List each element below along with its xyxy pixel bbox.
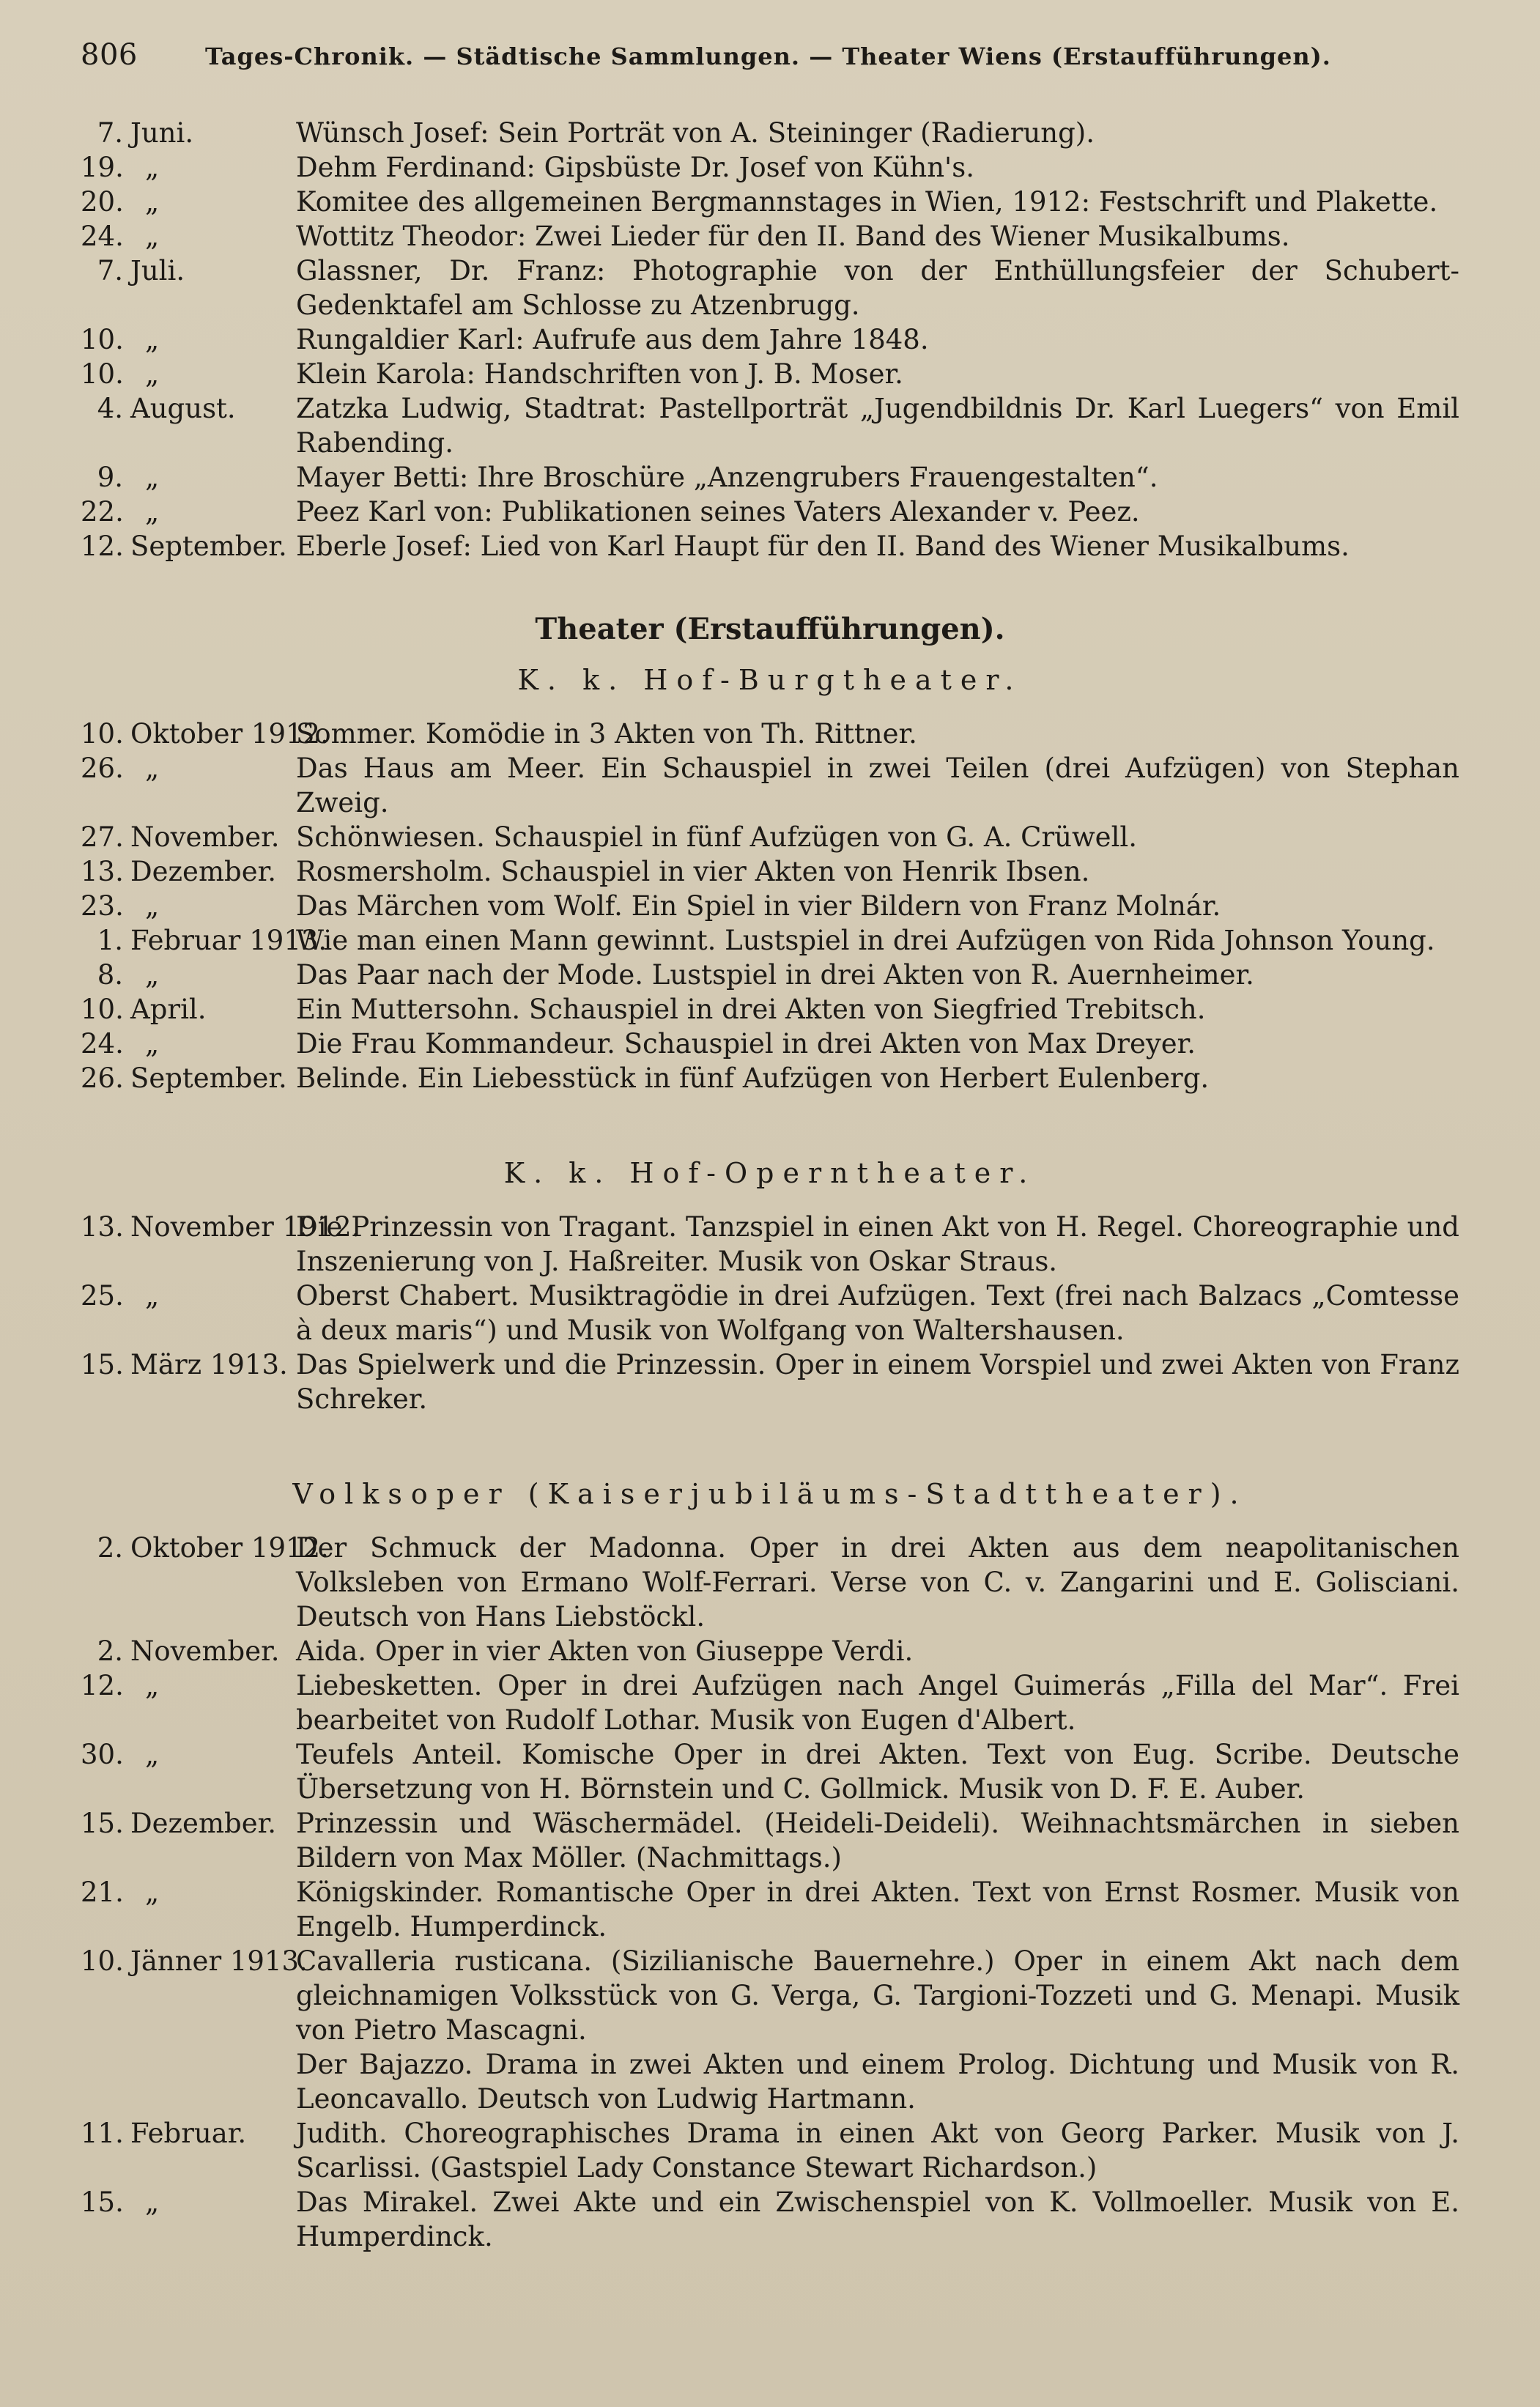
entry-text: Rosmersholm. Schauspiel in vier Akten von Henrik Ibsen.: [296, 856, 1090, 887]
entry-text: Die Prinzessin von Tragant. Tanzspiel in einen Akt von H. Regel. Choreographie und Inszenierung von J. Haßreiter. Musik von Oskar Straus.: [296, 1211, 1459, 1277]
chronicle-entry: [81, 1737, 1459, 1806]
burgtheater-title: K. k. Hof-Burgtheater.: [517, 664, 1023, 696]
entry-date: [81, 1668, 296, 1737]
chronicle-entry: [81, 529, 1459, 563]
entry-day: 11.: [81, 2118, 124, 2149]
entry-day: 20.: [81, 186, 124, 218]
entry-date: [81, 357, 296, 391]
chronicle-entry: [81, 2116, 1459, 2185]
entry-month: „: [145, 462, 160, 493]
chronicle-entry: [81, 958, 1459, 992]
chronicle-entry: [81, 1531, 1459, 1634]
chronicle-entry: [81, 495, 1459, 529]
entry-month: Juni.: [130, 117, 194, 149]
entry-day: 8.: [97, 959, 123, 991]
entry-text: Der Schmuck der Madonna. Oper in drei Akten aus dem neapolitanischen Volksleben von Ermano Wolf-Ferrari. Verse von C. v. Zangarini und E. Golisciani. Deutsch von Hans Liebstöckl.: [296, 1532, 1459, 1633]
entry-month: Juli.: [130, 255, 185, 286]
entry-month: Februar 1913.: [130, 925, 327, 956]
entry-day: 23.: [81, 890, 124, 922]
entry-text: Rungaldier Karl: Aufrufe aus dem Jahre 1848.: [296, 324, 929, 355]
entry-month: „: [145, 1280, 160, 1312]
entry-date: [81, 958, 296, 992]
entry-day: 10.: [81, 324, 124, 355]
entry-date: [81, 2047, 296, 2116]
entry-month: April.: [130, 994, 207, 1025]
entry-text: Wünsch Josef: Sein Porträt von A. Steininger (Radierung).: [296, 117, 1095, 149]
entry-date: [81, 219, 296, 254]
entry-text: Liebesketten. Oper in drei Aufzügen nach Angel Guimerás „Filla del Mar“. Frei bearbeitet von Rudolf Lothar. Musik von Eugen d'Albert.: [296, 1670, 1459, 1736]
entry-text: Glassner, Dr. Franz: Photographie von der Enthüllungsfeier der Schubert-Gedenktafel am Schlosse zu Atzenbrugg.: [296, 255, 1459, 321]
entry-text: Das Spielwerk und die Prinzessin. Oper in einem Vorspiel und zwei Akten von Franz Schreker.: [296, 1349, 1459, 1415]
entry-month: „: [145, 324, 160, 355]
entry-day: 7.: [97, 255, 123, 286]
entry-date: [81, 1347, 296, 1416]
entry-date: [81, 116, 296, 150]
entry-month: August.: [130, 393, 236, 424]
entry-text: Wottitz Theodor: Zwei Lieder für den II. Band des Wiener Musikalbums.: [296, 221, 1290, 252]
entry-date: [81, 751, 296, 820]
entry-month: „: [145, 496, 160, 528]
chronicle-entry: [81, 219, 1459, 254]
entry-text: Oberst Chabert. Musiktragödie in drei Aufzügen. Text (frei nach Balzacs „Comtesse à deux maris“) und Musik von Wolfgang von Waltershausen.: [296, 1280, 1459, 1346]
entry-date: [81, 150, 296, 185]
entry-month: „: [145, 959, 160, 991]
chronicle-entry: [81, 1027, 1459, 1061]
entry-text: Belinde. Ein Liebesstück in fünf Aufzügen von Herbert Eulenberg.: [296, 1062, 1210, 1094]
chronicle-entry: [81, 1944, 1459, 2047]
entry-month: „: [145, 753, 160, 784]
entry-day: 12.: [81, 1670, 124, 1701]
entry-text: Cavalleria rusticana. (Sizilianische Bauernehre.) Oper in einem Akt nach dem gleichnamigen Volksstück von G. Verga, G. Targioni-Tozzeti und G. Menapi. Musik von Pietro Mascagni.: [296, 1945, 1459, 2046]
page-number: 806: [81, 38, 138, 72]
chronicle-entry: [81, 254, 1459, 322]
entry-day: 4.: [97, 393, 123, 424]
entry-date: [81, 1806, 296, 1875]
entry-date: [81, 889, 296, 923]
volksoper-list: [81, 1531, 1459, 2254]
chronicle-entry: [81, 751, 1459, 820]
chronicle-entry: [81, 717, 1459, 751]
entry-month: „: [145, 358, 160, 390]
operntheater-title: K. k. Hof-Operntheater.: [503, 1157, 1037, 1189]
chronicle-entry: [81, 820, 1459, 854]
chronicle-entry: [81, 391, 1459, 460]
entry-text: Wie man einen Mann gewinnt. Lustspiel in drei Aufzügen von Rida Johnson Young.: [296, 925, 1435, 956]
entry-date: [81, 992, 296, 1027]
entry-month: „: [145, 1028, 160, 1060]
chronicle-entry: [81, 185, 1459, 219]
entry-day: 15.: [81, 1808, 124, 1839]
chronicle-entry: [81, 2047, 1459, 2116]
chronicle-entry: [81, 2185, 1459, 2254]
entry-text: Dehm Ferdinand: Gipsbüste Dr. Josef von Kühn's.: [296, 152, 974, 183]
entry-day: 10.: [81, 994, 124, 1025]
entry-text: Sommer. Komödie in 3 Akten von Th. Rittner.: [296, 718, 917, 750]
entry-text: Der Bajazzo. Drama in zwei Akten und einem Prolog. Dichtung und Musik von R. Leoncavallo. Deutsch von Ludwig Hartmann.: [296, 2049, 1459, 2115]
entry-month: Jänner 1913.: [130, 1945, 308, 1977]
entry-month: November.: [130, 1635, 280, 1667]
entry-day: 30.: [81, 1739, 124, 1770]
entry-date: [81, 1875, 296, 1944]
entry-day: 24.: [81, 1028, 124, 1060]
chronicle-entry: [81, 854, 1459, 889]
entry-date: [81, 495, 296, 529]
entry-day: 12.: [81, 530, 124, 562]
entry-date: [81, 2185, 296, 2254]
entry-text: Ein Muttersohn. Schauspiel in drei Akten von Siegfried Trebitsch.: [296, 994, 1206, 1025]
entry-day: 26.: [81, 753, 124, 784]
entry-month: „: [145, 1877, 160, 1908]
entry-date: [81, 1737, 296, 1806]
chronicle-entry: [81, 1347, 1459, 1416]
entry-text: Eberle Josef: Lied von Karl Haupt für den II. Band des Wiener Musikalbums.: [296, 530, 1350, 562]
entry-day: 24.: [81, 221, 124, 252]
entry-day: 21.: [81, 1877, 124, 1908]
entry-month: Oktober 1912.: [130, 1532, 329, 1564]
chronicle-entry: [81, 1875, 1459, 1944]
chronicle-entry: [81, 1806, 1459, 1875]
entry-month: Dezember.: [130, 1808, 277, 1839]
entry-month: „: [145, 1670, 160, 1701]
entry-date: [81, 854, 296, 889]
chronicle-entry: [81, 1634, 1459, 1668]
entry-month: November 1912.: [130, 1211, 360, 1243]
entry-text: Die Frau Kommandeur. Schauspiel in drei Akten von Max Dreyer.: [296, 1028, 1196, 1060]
entry-month: Dezember.: [130, 856, 277, 887]
chronicle-entry: [81, 460, 1459, 495]
entry-date: [81, 185, 296, 219]
chronicle-entry: [81, 116, 1459, 150]
entry-text: Zatzka Ludwig, Stadtrat: Pastellporträt „Jugendbildnis Dr. Karl Luegers“ von Emil Rabending.: [296, 393, 1459, 459]
entry-month: „: [145, 2186, 160, 2218]
entry-text: Das Mirakel. Zwei Akte und ein Zwischenspiel von K. Vollmoeller. Musik von E. Humperdinck.: [296, 2186, 1459, 2252]
entry-day: 10.: [81, 718, 124, 750]
entry-month: September.: [130, 1062, 287, 1094]
entry-month: „: [145, 221, 160, 252]
entry-text: Das Märchen vom Wolf. Ein Spiel in vier Bildern von Franz Molnár.: [296, 890, 1221, 922]
entry-text: Klein Karola: Handschriften von J. B. Moser.: [296, 358, 903, 390]
entry-month: „: [145, 152, 160, 183]
chronicle-entry: [81, 1279, 1459, 1347]
chronicle-entry: [81, 992, 1459, 1027]
entry-date: [81, 322, 296, 357]
entry-date: [81, 1531, 329, 1634]
entry-text: Mayer Betti: Ihre Broschüre „Anzengrubers Frauengestalten“.: [296, 462, 1158, 493]
entry-day: 1.: [97, 925, 123, 956]
entry-day: 9.: [97, 462, 123, 493]
entry-day: 7.: [97, 117, 123, 149]
entry-date: [81, 820, 296, 854]
entry-date: [81, 1027, 296, 1061]
entry-month: November.: [130, 821, 280, 853]
entry-text: Das Paar nach der Mode. Lustspiel in drei Akten von R. Auernheimer.: [296, 959, 1254, 991]
chronicle-entry: [81, 889, 1459, 923]
entry-day: 10.: [81, 358, 124, 390]
volksoper-title: Volksoper (Kaiserjubiläums-Stadttheater).: [292, 1478, 1248, 1510]
entry-day: 26.: [81, 1062, 124, 1094]
chronicle-entry: [81, 1668, 1459, 1737]
running-title: Tages-Chronik. — Städtische Sammlungen. — Theater Wiens (Erstaufführungen).: [205, 42, 1331, 70]
entry-date: [81, 1944, 308, 2047]
operntheater-list: [81, 1210, 1459, 1416]
entry-day: 25.: [81, 1280, 124, 1312]
burgtheater-list: [81, 717, 1459, 1095]
entry-day: 13.: [81, 856, 124, 887]
entry-month: Februar.: [130, 2118, 247, 2149]
entry-day: 22.: [81, 496, 124, 528]
entry-date: [81, 529, 296, 563]
theater-section-title: Theater (Erstaufführungen).: [535, 612, 1005, 646]
entry-text: Judith. Choreographisches Drama in einen Akt von Georg Parker. Musik von J. Scarlissi. (Gastspiel Lady Constance Stewart Richardson.): [296, 2118, 1459, 2184]
entry-month: „: [145, 186, 160, 218]
entry-text: Peez Karl von: Publikationen seines Vaters Alexander v. Peez.: [296, 496, 1140, 528]
chronicle-entry: [81, 923, 1459, 958]
entry-text: Schönwiesen. Schauspiel in fünf Aufzügen von G. A. Crüwell.: [296, 821, 1137, 853]
entry-month: „: [145, 890, 160, 922]
chronicle-entry: [81, 322, 1459, 357]
entry-day: 15.: [81, 1349, 124, 1380]
chronicle-entry: [81, 357, 1459, 391]
running-head: [81, 38, 1459, 88]
entry-month: September.: [130, 530, 287, 562]
entry-text: Königskinder. Romantische Oper in drei Akten. Text von Ernst Rosmer. Musik von Engelb. Humperdinck.: [296, 1877, 1459, 1942]
chronicle-entry: [81, 150, 1459, 185]
entry-date: [81, 460, 296, 495]
entry-day: 19.: [81, 152, 124, 183]
entry-month: „: [145, 1739, 160, 1770]
entry-text: Prinzessin und Wäschermädel. (Heideli-Deideli). Weihnachtsmärchen in sieben Bildern von Max Möller. (Nachmittags.): [296, 1808, 1459, 1874]
entry-day: 13.: [81, 1211, 124, 1243]
entry-day: 15.: [81, 2186, 124, 2218]
entry-date: [81, 1279, 296, 1347]
entry-date: [81, 717, 329, 751]
entry-date: [81, 923, 327, 958]
entry-day: 2.: [97, 1635, 123, 1667]
entry-day: 2.: [97, 1532, 123, 1564]
entry-date: [81, 391, 296, 460]
entry-text: Komitee des allgemeinen Bergmannstages in Wien, 1912: Festschrift und Plakette.: [296, 186, 1438, 218]
entry-month: März 1913.: [130, 1349, 288, 1380]
entry-text: Aida. Oper in vier Akten von Giuseppe Verdi.: [296, 1635, 914, 1667]
chronicle-entry: [81, 1061, 1459, 1095]
donations-list: [81, 116, 1459, 563]
chronicle-entry: [81, 1210, 1459, 1279]
entry-day: 27.: [81, 821, 124, 853]
entry-date: [81, 2116, 296, 2185]
entry-day: 10.: [81, 1945, 124, 1977]
entry-date: [81, 1210, 360, 1279]
entry-date: [81, 1634, 296, 1668]
entry-date: [81, 1061, 296, 1095]
entry-date: [81, 254, 296, 322]
entry-text: Teufels Anteil. Komische Oper in drei Akten. Text von Eug. Scribe. Deutsche Übersetzung von H. Börnstein und C. Gollmick. Musik von D. F. E. Auber.: [296, 1739, 1459, 1805]
entry-text: Das Haus am Meer. Ein Schauspiel in zwei Teilen (drei Aufzügen) von Stephan Zweig.: [296, 753, 1459, 818]
entry-month: Oktober 1912.: [130, 718, 329, 750]
